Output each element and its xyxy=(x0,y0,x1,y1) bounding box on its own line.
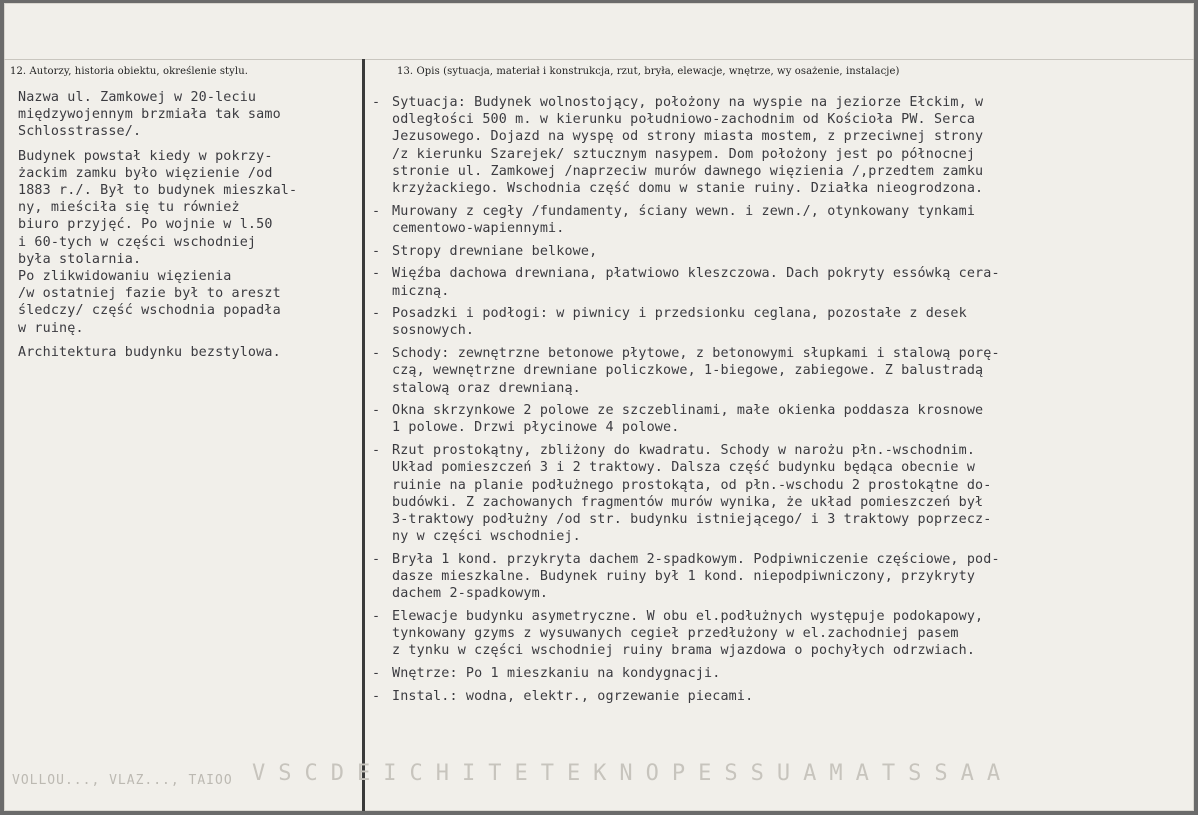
item-text: Elewacje budynku asymetryczne. W obu el.podłużnych występuje podokapowy, tynkowany gzyms z wysuwanych cegieł przedłużony w el.zachodniej pasem z tynku w części wschodniej ruiny brama wjazdowa o pochyłych odrzwiach. xyxy=(392,608,984,659)
header-divider xyxy=(4,59,1194,60)
description-item xyxy=(370,265,1180,299)
description-item xyxy=(370,665,1180,682)
item-dash: - xyxy=(372,95,381,110)
item-dash: - xyxy=(372,443,381,459)
column-divider xyxy=(362,59,365,811)
description-item xyxy=(370,442,1180,545)
history-paragraph: Nazwa ul. Zamkowej w 20-leciu międzywojennym brzmiała tak samo Schlosstrasse/. xyxy=(18,90,281,140)
item-dash: - xyxy=(372,403,381,419)
item-dash: - xyxy=(372,551,381,567)
item-dash: - xyxy=(372,266,381,282)
item-text: Bryła 1 kond. przykryta dachem 2-spadkowym. Podpiwniczenie częściowe, pod- dasze mieszkalne. Budynek ruiny był 1 kond. niepodpiwniczony, przykryty dachem 2-spadkowym. xyxy=(392,551,1000,602)
history-paragraph: Budynek powstał kiedy w pokrzy- żackim zamku było więzienie /od 1883 r./. Był to budynek mieszkal- ny, mieściła się tu również biuro przyjęć. Po wojnie w l.50 i 60-tych w części wschodniej była stolarnia. Po zlikwidowaniu więzienia /w ostatniej fazie był to areszt śledczy/ część wschodnia popadła w ruinę. xyxy=(18,148,298,336)
item-text: Murowany z cegły /fundamenty, ściany wewn. i zewn./, otynkowany tynkami cementowo-wapiennymi. xyxy=(392,203,976,236)
item-text: Rzut prostokątny, zbliżony do kwadratu. Schody w narożu płn.-wschodnim. Układ pomieszczeń 3 i 2 traktowy. Dalsza część budynku będąca obecnie w ruinie na planie podłużnego prostokąta, od płn.-wschodu 2 prostokątne do- budówki. Z zachowanych fragmentów murów wynika, że układ pomieszczeń był 3-traktowy podłużny /od str. budynku istniejącego/ i 3 traktowy poprzecz- ny w części wschodniej. xyxy=(392,443,992,545)
item-dash: - xyxy=(372,243,381,259)
description-item xyxy=(370,688,1180,705)
description-item xyxy=(370,243,1180,260)
description-column xyxy=(370,94,1180,711)
description-item xyxy=(370,94,1180,197)
item-text: Wnętrze: Po 1 mieszkaniu na kondygnacji. xyxy=(392,666,721,682)
bleed-through-text: VSCDEICHITETEKNOPESSUAMATSSAA xyxy=(252,761,1014,786)
item-text: Sytuacja: Budynek wolnostojący, położony na wyspie na jeziorze Ełckim, w odległości 500 m. w kierunku południowo-zachodnim od Kościoła PW. Serca Jezusowego. Dojazd na wyspę od strony miasta mostem, z przeciwnej strony /z kierunku Szarejek/ sztucznym nasypem. Dom położony jest po północnej stronie ul. Zamkowej /naprzeciw murów dawnego więzienia /,przedtem zamku krzyżackiego. Wschodnia część domu w stanie ruiny. Działka nieogrodzona. xyxy=(392,95,984,197)
item-dash: - xyxy=(372,688,381,704)
item-dash: - xyxy=(372,306,381,322)
section-13-header: 13. Opis (sytuacja, materiał i konstrukcja, rzut, bryła, elewacje, wnętrze, wy osażenie, instalacje) xyxy=(397,66,900,77)
description-item xyxy=(370,203,1180,237)
description-item xyxy=(370,345,1180,397)
item-dash: - xyxy=(372,666,381,682)
history-column xyxy=(18,89,358,368)
item-dash: - xyxy=(372,203,381,219)
section-12-header: 12. Autorzy, historia obiektu, określenie stylu. xyxy=(10,66,249,77)
item-text: Stropy drewniane belkowe, xyxy=(392,243,598,259)
bleed-through-text: VOLLOU..., VLAZ..., TAIOO xyxy=(12,773,233,788)
description-item xyxy=(370,608,1180,660)
description-item xyxy=(370,402,1180,436)
item-dash: - xyxy=(372,346,381,362)
description-item xyxy=(370,305,1180,339)
history-paragraph: Architektura budynku bezstylowa. xyxy=(18,344,281,360)
description-item xyxy=(370,551,1180,603)
item-text: Schody: zewnętrzne betonowe płytowe, z betonowymi słupkami i stalową porę- czą, wewnętrzne drewniane policzkowe, 1-biegowe, zabiegowe. Z balustradą stalową oraz drewnianą. xyxy=(392,346,1000,396)
item-text: Instal.: wodna, elektr., ogrzewanie piecami. xyxy=(392,688,754,704)
item-dash: - xyxy=(372,608,381,624)
item-text: Okna skrzynkowe 2 polowe ze szczeblinami, małe okienka poddasza krosnowe 1 polowe. Drzwi płycinowe 4 polowe. xyxy=(392,403,984,436)
item-text: Więźba dachowa drewniana, płatwiowo kleszczowa. Dach pokryty essówką cera- miczną. xyxy=(392,266,1000,299)
record-card xyxy=(4,3,1194,811)
item-text: Posadzki i podłogi: w piwnicy i przedsionku ceglana, pozostałe z desek sosnowych. xyxy=(392,306,967,339)
